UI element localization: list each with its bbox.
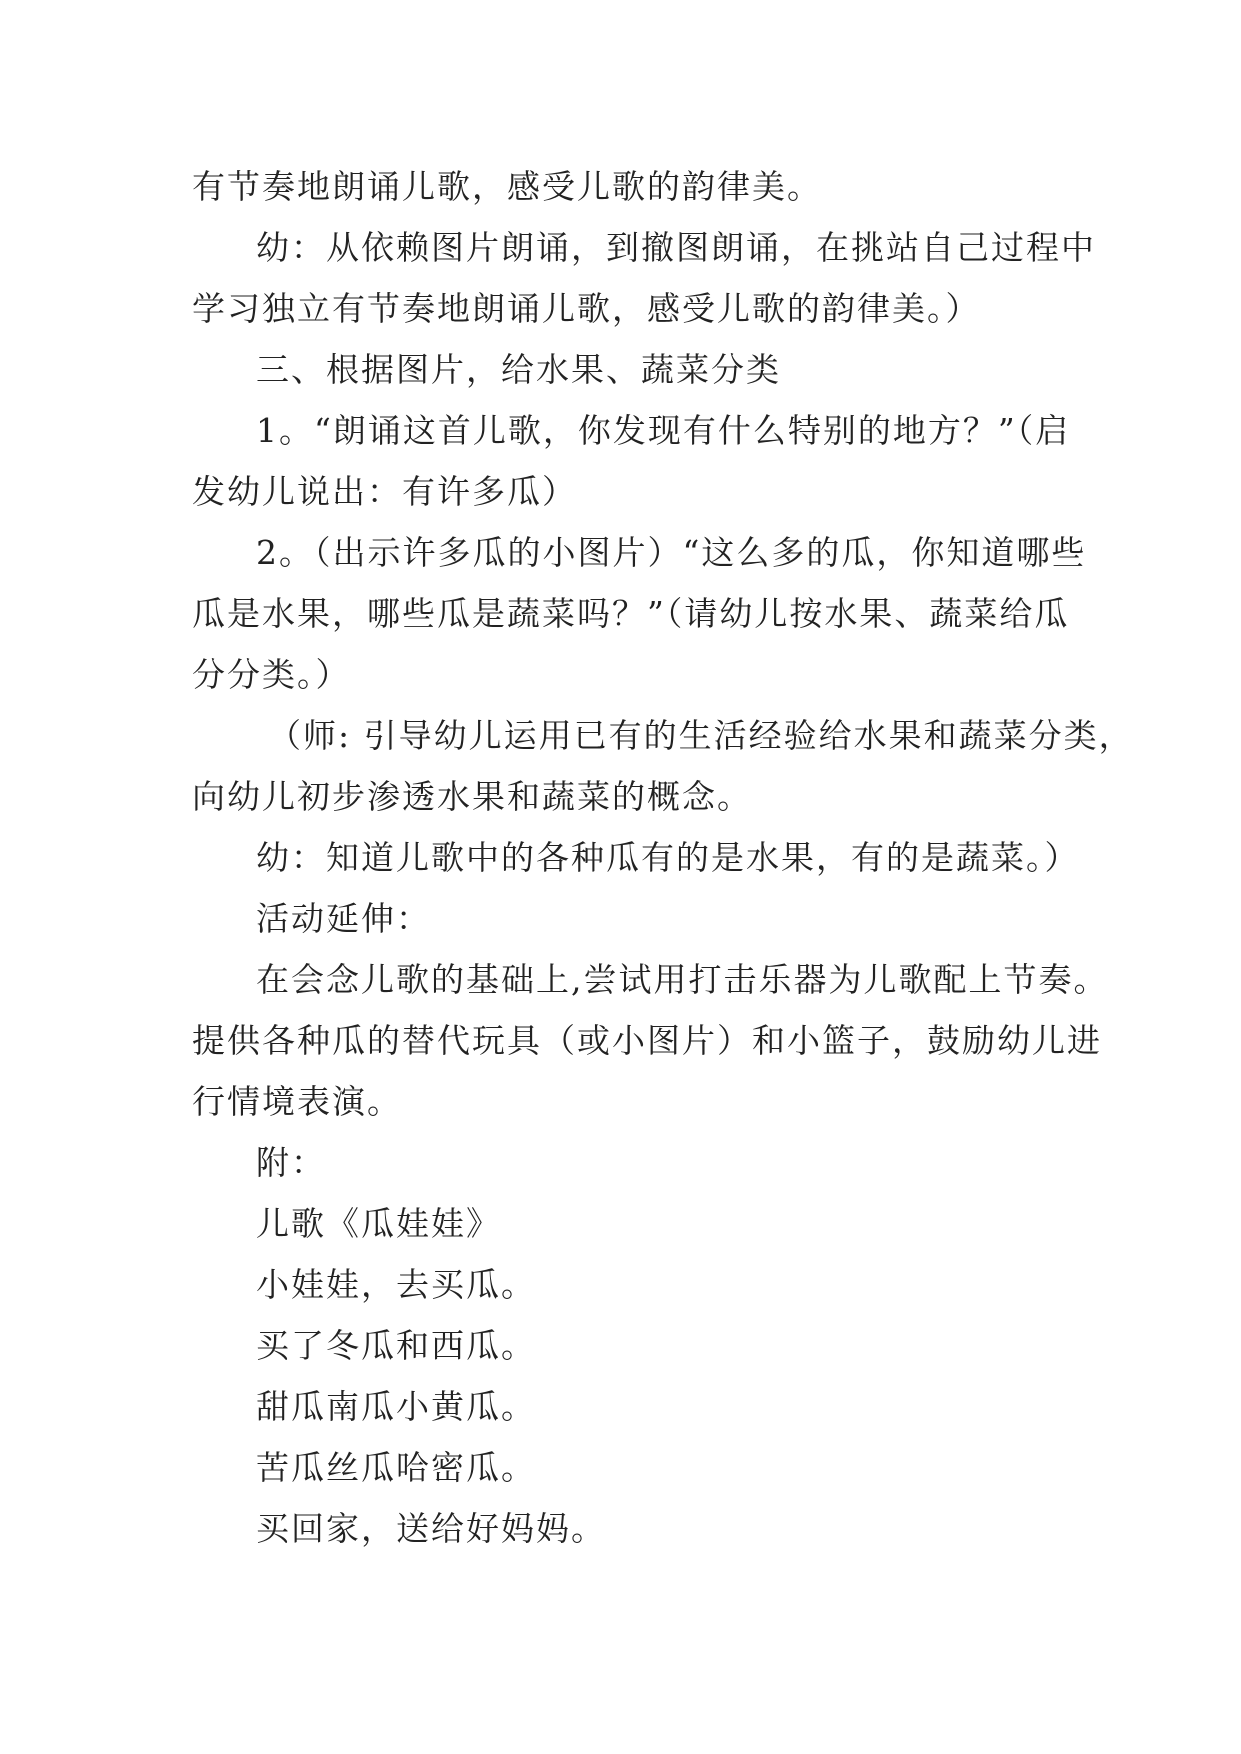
paragraph-line: 分分类。） xyxy=(192,655,351,694)
paragraph-line: 瓜是水果，哪些瓜是蔬菜吗？”（请幼儿按水果、蔬菜给瓜 xyxy=(192,594,1070,633)
poem-line: 甜瓜南瓜小黄瓜。 xyxy=(256,1387,536,1426)
paragraph-line: 发幼儿说出：有许多瓜） xyxy=(192,472,577,511)
paragraph-line: 向幼儿初步渗透水果和蔬菜的概念。 xyxy=(192,777,752,816)
paragraph-line: 幼：从依赖图片朗诵，到撤图朗诵，在挑站自己过程中 xyxy=(256,228,1096,267)
paragraph-line: 学习独立有节奏地朗诵儿歌，感受儿歌的韵律美。） xyxy=(192,289,981,328)
paragraph-line: 行情境表演。 xyxy=(192,1082,402,1121)
paragraph-line: 在会念儿歌的基础上,尝试用打击乐器为儿歌配上节奏。 xyxy=(256,960,1109,999)
document-body xyxy=(192,156,1134,1559)
paragraph-line: 有节奏地朗诵儿歌，感受儿歌的韵律美。 xyxy=(192,167,822,206)
poem-line: 苦瓜丝瓜哈密瓜。 xyxy=(256,1448,536,1487)
poem-line: 买了冬瓜和西瓜。 xyxy=(256,1326,536,1365)
paragraph-line: 提供各种瓜的替代玩具（或小图片）和小篮子，鼓励幼儿进 xyxy=(192,1021,1102,1060)
appendix-label: 附： xyxy=(256,1143,326,1182)
section-heading: 三、根据图片，给水果、蔬菜分类 xyxy=(256,350,781,389)
paragraph-line: 幼：知道儿歌中的各种瓜有的是水果，有的是蔬菜。） xyxy=(256,838,1080,877)
section-heading: 活动延伸： xyxy=(256,899,431,938)
paragraph-line: 2。（出示许多瓜的小图片）“这么多的瓜，你知道哪些 xyxy=(256,533,1087,572)
paragraph-line: 1。“朗诵这首儿歌，你发现有什么特别的地方？”（启 xyxy=(256,411,1071,450)
poem-title: 儿歌《瓜娃娃》 xyxy=(256,1204,501,1243)
poem-line: 买回家，送给好妈妈。 xyxy=(256,1509,606,1548)
paragraph-line: （师: 引导幼儿运用已有的生活经验给水果和蔬菜分类， xyxy=(268,716,1134,755)
poem-line: 小娃娃，去买瓜。 xyxy=(256,1265,536,1304)
